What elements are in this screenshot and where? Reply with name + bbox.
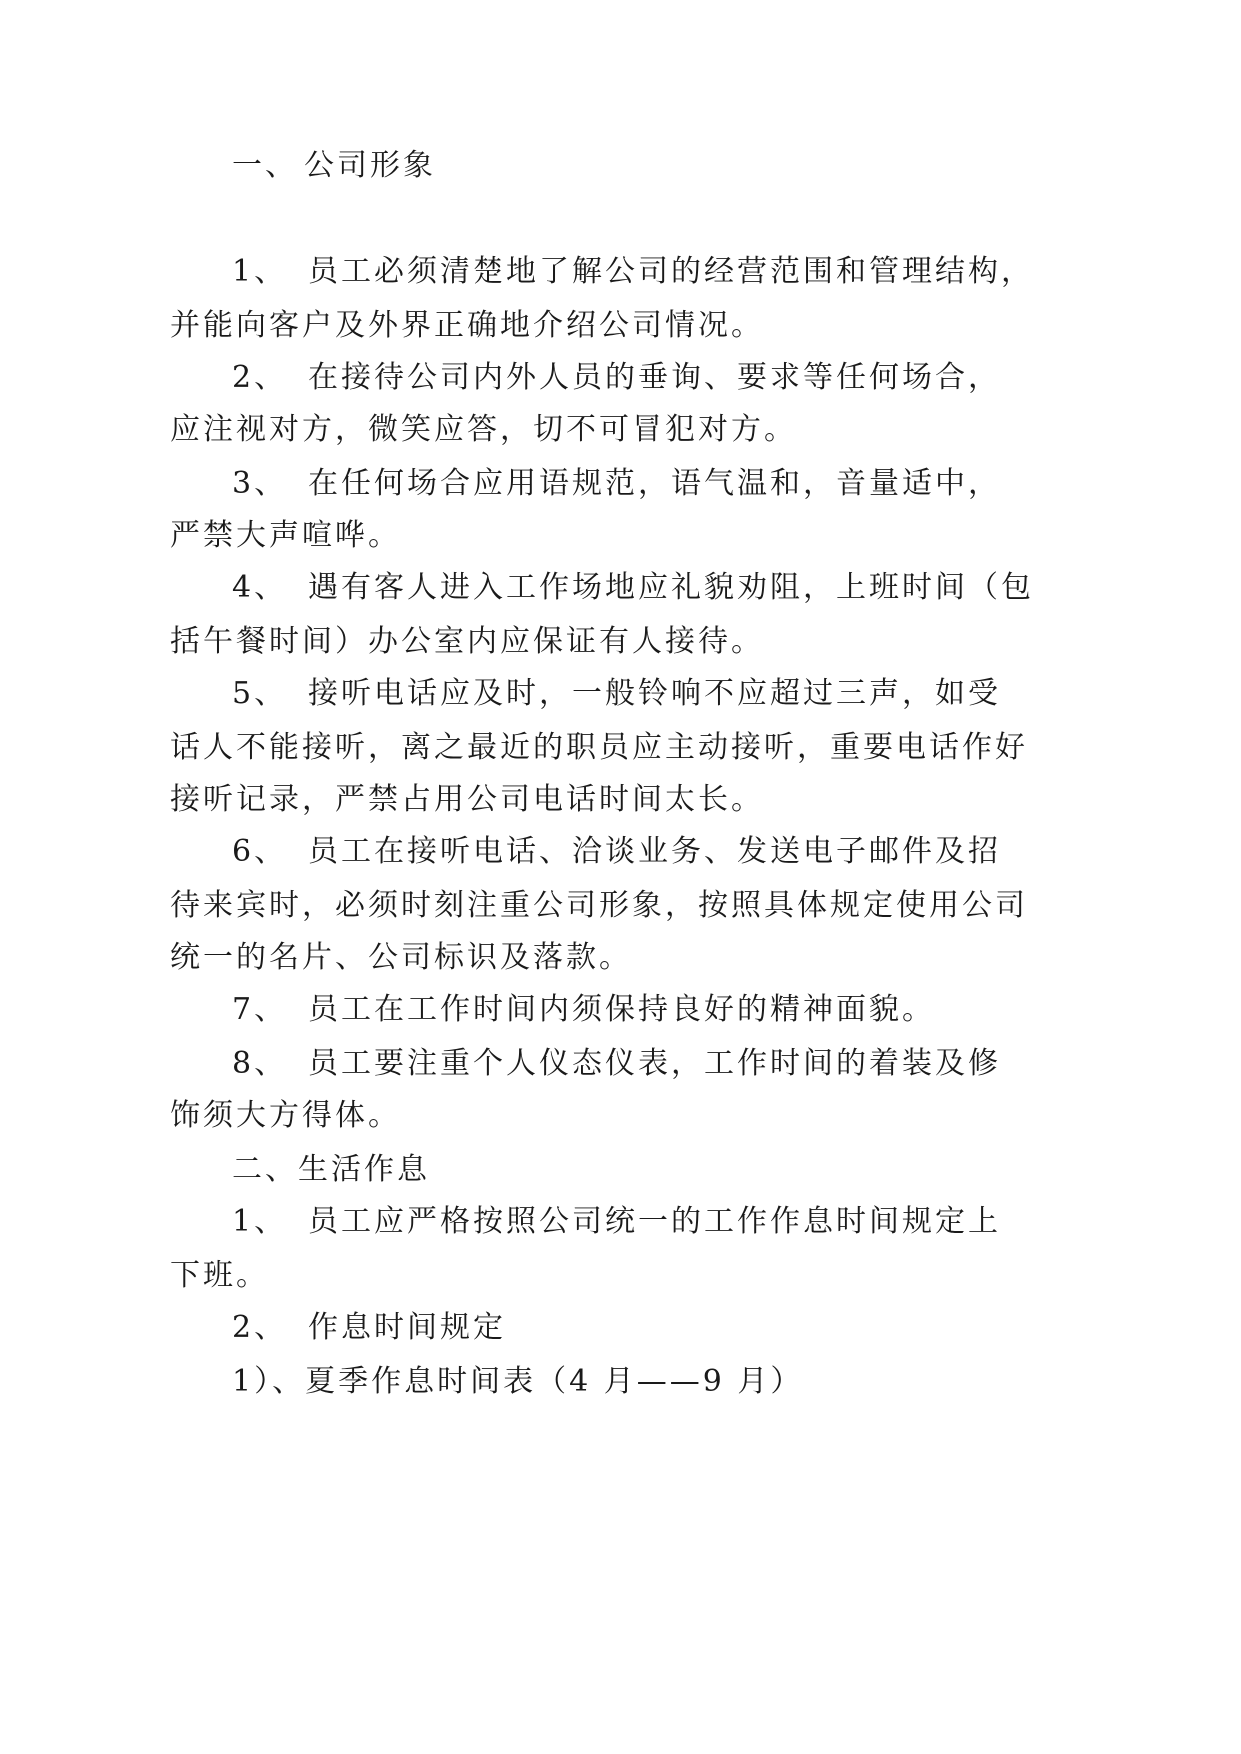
list-item <box>232 1202 1001 1242</box>
item-continuation: 应注视对方，微笑应答，切不可冒犯对方。 <box>170 412 797 447</box>
item-number: 2、 <box>232 360 288 395</box>
heading-number: 一、 <box>232 148 298 183</box>
item-number: 1、 <box>232 254 288 289</box>
item-number: 2、 <box>232 1310 288 1345</box>
list-item <box>232 832 1001 872</box>
list-item <box>232 568 1034 608</box>
item-text: 接听电话应及时，一般铃响不应超过三声，如受 <box>308 676 1001 711</box>
item-text: 员工应严格按照公司统一的工作作息时间规定上 <box>308 1204 1001 1239</box>
item-text: 员工必须清楚地了解公司的经营范围和管理结构， <box>308 254 1034 289</box>
item-number: 8、 <box>232 1046 288 1081</box>
heading-text: 公司形象 <box>304 148 436 183</box>
item-number: 5、 <box>232 676 288 711</box>
list-item <box>232 674 1001 714</box>
item-number: 1、 <box>232 1204 288 1239</box>
list-item <box>232 1044 1001 1084</box>
item-number: 7、 <box>232 992 288 1027</box>
item-text: 员工在接听电话、洽谈业务、发送电子邮件及招 <box>308 834 1001 869</box>
item-text: 在任何场合应用语规范，语气温和，音量适中， <box>308 466 1001 501</box>
item-text: 遇有客人进入工作场地应礼貌劝阻，上班时间（包 <box>308 570 1034 605</box>
section-heading-1 <box>232 146 436 186</box>
list-item <box>232 990 935 1030</box>
section-heading-2: 二、生活作息 <box>232 1152 430 1187</box>
list-item <box>232 252 1034 292</box>
item-text: 在接待公司内外人员的垂询、要求等任何场合， <box>308 360 1001 395</box>
item-text: 员工在工作时间内须保持良好的精神面貌。 <box>308 992 935 1027</box>
item-text: 作息时间规定 <box>308 1310 506 1345</box>
item-continuation: 话人不能接听，离之最近的职员应主动接听，重要电话作好 <box>170 730 1028 765</box>
item-text: 员工要注重个人仪态仪表，工作时间的着装及修 <box>308 1046 1001 1081</box>
item-continuation: 接听记录，严禁占用公司电话时间太长。 <box>170 782 764 817</box>
item-continuation: 严禁大声喧哗。 <box>170 518 401 553</box>
item-number: 4、 <box>232 570 288 605</box>
sub-heading: 1）、夏季作息时间表（4 月——9 月） <box>232 1364 804 1399</box>
item-continuation: 并能向客户及外界正确地介绍公司情况。 <box>170 308 764 343</box>
list-item <box>232 358 1001 398</box>
item-continuation: 统一的名片、公司标识及落款。 <box>170 940 632 975</box>
item-continuation: 括午餐时间）办公室内应保证有人接待。 <box>170 624 764 659</box>
list-item <box>232 464 1001 504</box>
item-number: 6、 <box>232 834 288 869</box>
item-continuation: 饰须大方得体。 <box>170 1098 401 1133</box>
item-continuation: 待来宾时，必须时刻注重公司形象，按照具体规定使用公司 <box>170 888 1028 923</box>
item-continuation: 下班。 <box>170 1258 269 1293</box>
list-item <box>232 1308 506 1348</box>
item-number: 3、 <box>232 466 288 501</box>
